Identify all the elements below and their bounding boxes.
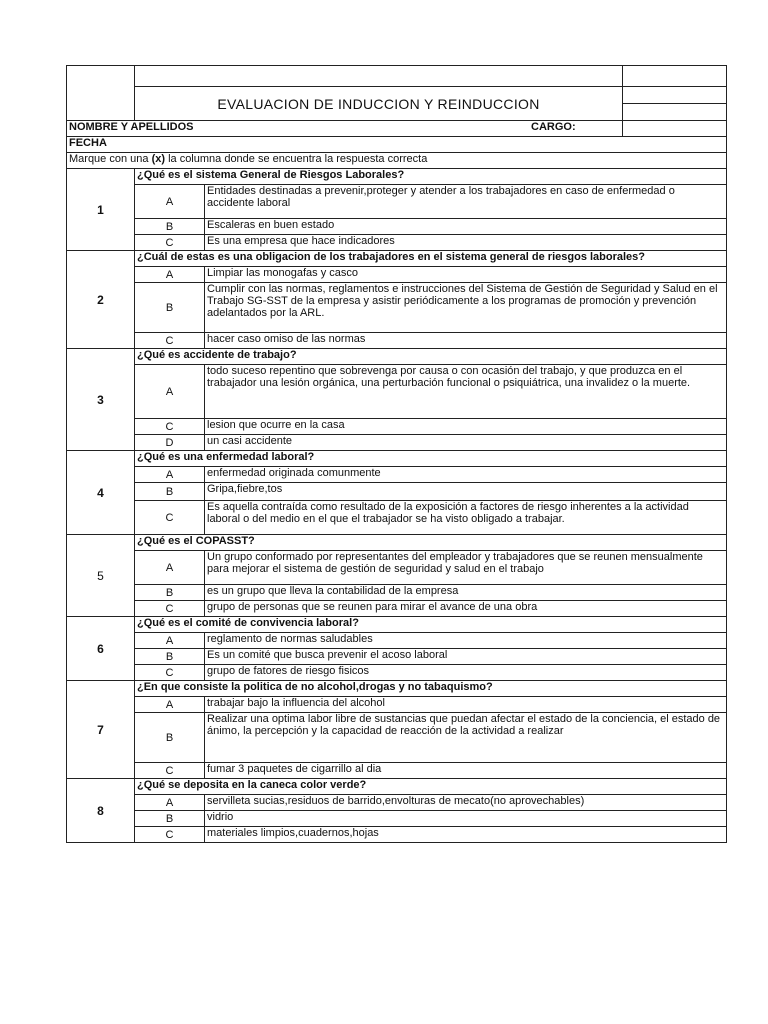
option-text: trabajar bajo la influencia del alcohol	[205, 697, 727, 713]
option-letter[interactable]: C	[135, 763, 205, 779]
evaluation-sheet	[66, 65, 726, 843]
option-letter[interactable]: B	[135, 219, 205, 235]
name-label: NOMBRE Y APELLIDOS	[69, 121, 194, 133]
option-letter[interactable]: B	[135, 649, 205, 665]
option-text: lesion que ocurre en la casa	[205, 419, 727, 435]
header-top-cell	[135, 66, 623, 87]
option-letter[interactable]: B	[135, 483, 205, 501]
option-letter[interactable]: C	[135, 333, 205, 349]
logo-cell	[67, 66, 135, 121]
option-row[interactable]	[67, 283, 727, 333]
option-text: un casi accidente	[205, 435, 727, 451]
question-number: 6	[67, 617, 135, 681]
evaluation-table	[66, 65, 727, 843]
instructions	[67, 153, 727, 169]
option-row[interactable]	[67, 585, 727, 601]
question-row	[67, 451, 727, 467]
question-number: 1	[67, 169, 135, 251]
option-letter[interactable]: B	[135, 811, 205, 827]
option-letter[interactable]: A	[135, 365, 205, 419]
option-row[interactable]	[67, 365, 727, 419]
option-letter[interactable]: B	[135, 283, 205, 333]
option-letter[interactable]: C	[135, 601, 205, 617]
option-text: Entidades destinadas a prevenir,proteger y atender a los trabajadores en caso de enfermedad o accidente laboral	[205, 185, 727, 219]
option-text: reglamento de normas saludables	[205, 633, 727, 649]
question-text: ¿En que consiste la politica de no alcohol,drogas y no tabaquismo?	[135, 681, 727, 697]
option-letter[interactable]: A	[135, 551, 205, 585]
option-row[interactable]	[67, 713, 727, 763]
instruction-after: la columna donde se encuentra la respuesta correcta	[165, 153, 428, 165]
question-row	[67, 349, 727, 365]
question-text: ¿Qué es el sistema General de Riesgos Laborales?	[135, 169, 727, 185]
question-row	[67, 169, 727, 185]
option-row[interactable]	[67, 467, 727, 483]
question-text: ¿Qué se deposita en la caneca color verde?	[135, 779, 727, 795]
option-text: Es una empresa que hace indicadores	[205, 235, 727, 251]
question-row	[67, 535, 727, 551]
option-letter[interactable]: A	[135, 795, 205, 811]
option-text: todo suceso repentino que sobrevenga por causa o con ocasión del trabajo, y que produzca en el trabajador una lesión orgánica, una perturbación funcional o psiquiátrica, una invalidez o la muerte.	[205, 365, 727, 419]
option-letter[interactable]: B	[135, 713, 205, 763]
option-letter[interactable]: A	[135, 633, 205, 649]
question-text: ¿Qué es accidente de trabajo?	[135, 349, 727, 365]
option-letter[interactable]: C	[135, 235, 205, 251]
option-row[interactable]	[67, 697, 727, 713]
instruction-mark: (x)	[151, 153, 166, 165]
question-text: ¿Cuál de estas es una obligacion de los trabajadores en el sistema general de riesgos laborales?	[135, 251, 727, 267]
option-row[interactable]	[67, 811, 727, 827]
question-number: 3	[67, 349, 135, 451]
date-code-cell	[623, 104, 727, 121]
question-number: 2	[67, 251, 135, 349]
option-row[interactable]	[67, 419, 727, 435]
option-text: materiales limpios,cuadernos,hojas	[205, 827, 727, 843]
question-row	[67, 681, 727, 697]
question-text: ¿Qué es el COPASST?	[135, 535, 727, 551]
option-row[interactable]	[67, 649, 727, 665]
option-text: fumar 3 paquetes de cigarrillo al dia	[205, 763, 727, 779]
question-row	[67, 617, 727, 633]
option-text: enfermedad originada comunmente	[205, 467, 727, 483]
option-row[interactable]	[67, 551, 727, 585]
question-number: 8	[67, 779, 135, 843]
option-letter[interactable]: C	[135, 827, 205, 843]
option-row[interactable]	[67, 483, 727, 501]
option-row[interactable]	[67, 235, 727, 251]
option-text: servilleta sucias,residuos de barrido,envolturas de mecato(no aprovechables)	[205, 795, 727, 811]
option-text: Escaleras en buen estado	[205, 219, 727, 235]
option-letter[interactable]: A	[135, 185, 205, 219]
page-title: EVALUACION DE INDUCCION Y REINDUCCION	[135, 87, 623, 121]
option-text: Es un comité que busca prevenir el acoso laboral	[205, 649, 727, 665]
option-text: es un grupo que lleva la contabilidad de la empresa	[205, 585, 727, 601]
option-row[interactable]	[67, 827, 727, 843]
option-row[interactable]	[67, 219, 727, 235]
question-number: 7	[67, 681, 135, 779]
name-extra-cell	[623, 121, 727, 137]
option-row[interactable]	[67, 601, 727, 617]
option-text: vidrio	[205, 811, 727, 827]
option-text: Un grupo conformado por representantes del empleador y trabajadores que se reunen mensualmente para mejorar el sistema de gestión de seguridad y salud en el trabajo	[205, 551, 727, 585]
option-letter[interactable]: D	[135, 435, 205, 451]
option-letter[interactable]: A	[135, 467, 205, 483]
option-row[interactable]	[67, 633, 727, 649]
option-letter[interactable]: C	[135, 419, 205, 435]
option-text: Realizar una optima labor libre de sustancias que puedan afectar el estado de la conciencia, el estado de ánimo, la percepción y la capacidad de reacción de la actividad a realizar	[205, 713, 727, 763]
question-row	[67, 251, 727, 267]
instruction-before: Marque con una	[69, 153, 152, 165]
option-letter[interactable]: C	[135, 501, 205, 535]
question-number: 5	[67, 535, 135, 617]
option-letter[interactable]: B	[135, 585, 205, 601]
option-row[interactable]	[67, 435, 727, 451]
option-row[interactable]	[67, 763, 727, 779]
option-row[interactable]	[67, 501, 727, 535]
option-text: grupo de fatores de riesgo fisicos	[205, 665, 727, 681]
version-cell	[623, 87, 727, 104]
question-row	[67, 779, 727, 795]
option-text: grupo de personas que se reunen para mirar el avance de una obra	[205, 601, 727, 617]
option-text: Es aquella contraída como resultado de la exposición a factores de riesgo inherentes a la actividad laboral o del medio en el que el trabajador se ha visto obligado a trabajar.	[205, 501, 727, 535]
option-row[interactable]	[67, 795, 727, 811]
option-letter[interactable]: A	[135, 697, 205, 713]
option-row[interactable]	[67, 185, 727, 219]
option-text: Limpiar las monogafas y casco	[205, 267, 727, 283]
option-text: Cumplir con las normas, reglamentos e instrucciones del Sistema de Gestión de Seguridad y Salud en el Trabajo SG-SST de la empresa y asistir periódicamente a los programas de promoción y prevención adelantados por la ARL.	[205, 283, 727, 333]
option-text: hacer caso omiso de las normas	[205, 333, 727, 349]
option-letter[interactable]: C	[135, 665, 205, 681]
date-field[interactable]	[67, 137, 727, 153]
option-text: Gripa,fiebre,tos	[205, 483, 727, 501]
option-row[interactable]	[67, 665, 727, 681]
question-number: 4	[67, 451, 135, 535]
date-label: FECHA	[69, 137, 107, 149]
code-cell	[623, 66, 727, 87]
question-text: ¿Qué es una enfermedad laboral?	[135, 451, 727, 467]
position-label: CARGO:	[531, 121, 576, 133]
name-field[interactable]	[67, 121, 623, 137]
option-letter[interactable]: A	[135, 267, 205, 283]
option-row[interactable]	[67, 333, 727, 349]
option-row[interactable]	[67, 267, 727, 283]
question-text: ¿Qué es el comité de convivencia laboral?	[135, 617, 727, 633]
